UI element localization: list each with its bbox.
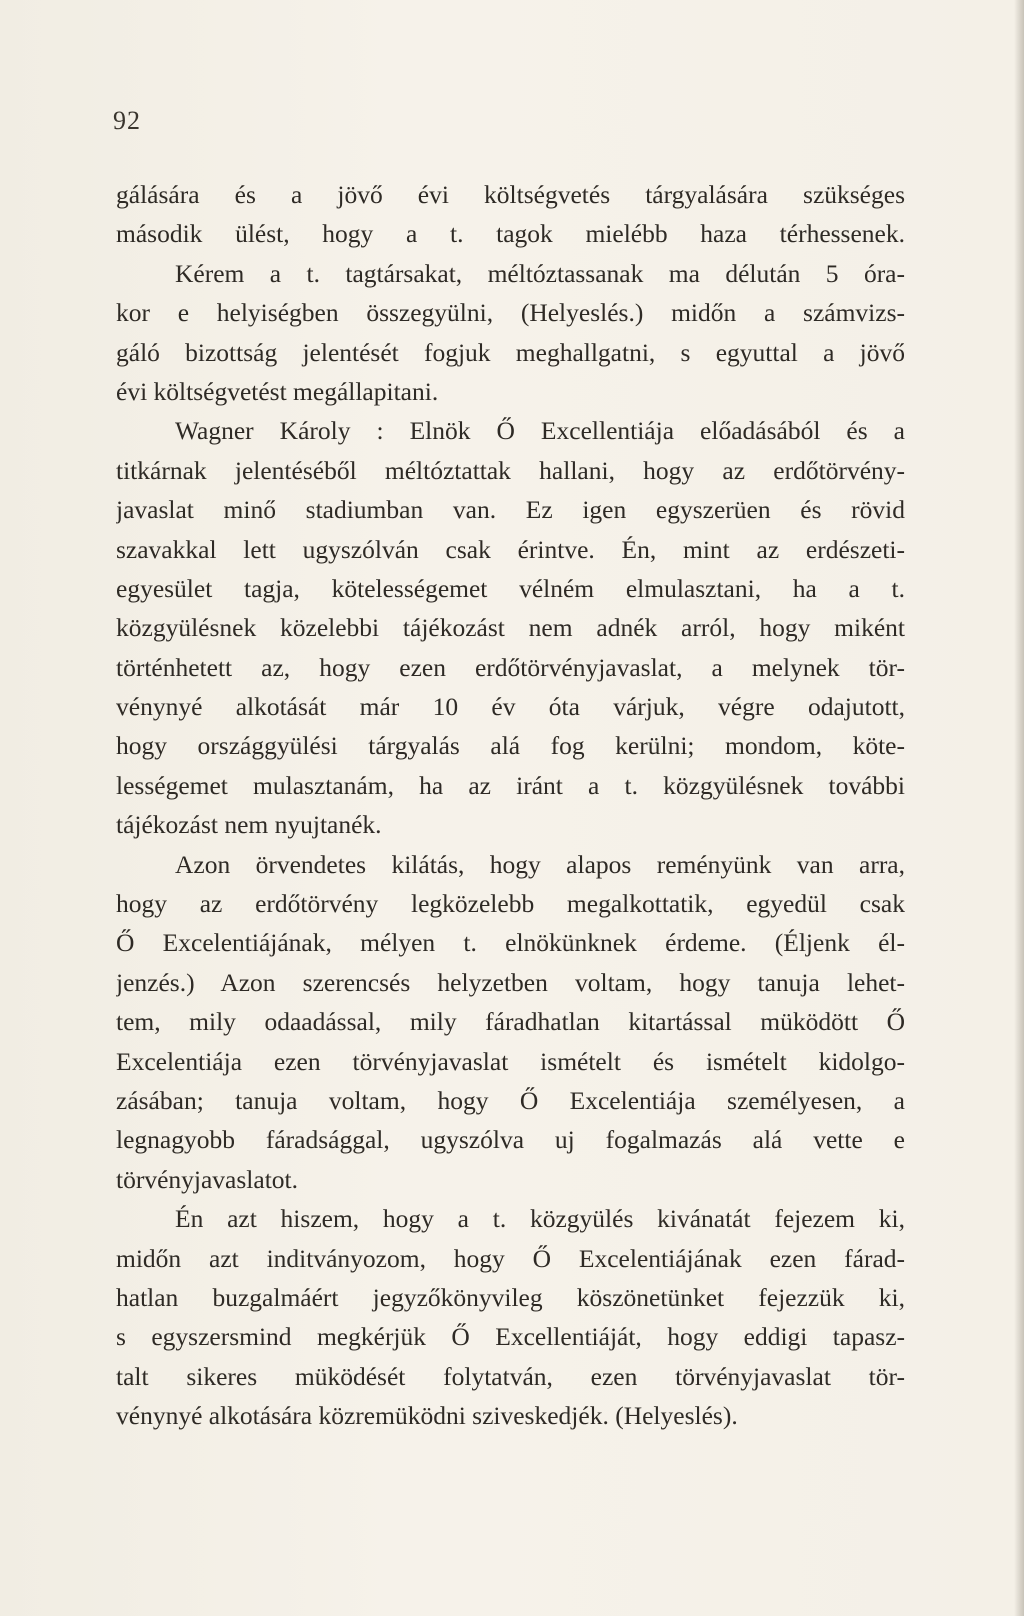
text-line: gálására és a jövő évi költségvetés tárgyalására szükséges	[116, 180, 905, 209]
text-line: s egyszersmind megkérjük Ő Excellentiáját, hogy eddigi tapasz-	[116, 1322, 905, 1352]
body-text	[116, 175, 905, 1436]
page-number: 92	[113, 106, 141, 135]
text-line: Excelentiája ezen törvényjavaslat ismételt és ismételt kidolgo-	[116, 1046, 905, 1076]
text-line: vénynyé alkotására közremüködni sziveskedjék. (Helyeslés).	[116, 1401, 738, 1431]
text-line: javaslat minő stadiumban van. Ez igen egyszerüen és rövid	[116, 495, 905, 525]
text-line: zásában; tanuja voltam, hogy Ő Excelentiája személyesen, a	[116, 1085, 905, 1115]
text-line: hatlan buzgalmáért jegyzőkönyvileg köszönetünket fejezzük ki,	[116, 1282, 905, 1312]
text-line: legnagyobb fáradsággal, ugyszólva uj fogalmazás alá vette e	[116, 1125, 905, 1155]
text-line: második ülést, hogy a t. tagok mielébb haza térhessenek.	[116, 219, 905, 249]
text-line: talt sikeres müködését folytatván, ezen törvényjavaslat tör-	[116, 1361, 905, 1391]
page-edge-shadow	[1014, 0, 1024, 1616]
text-line: titkárnak jelentéséből méltóztattak hallani, hogy az erdőtörvény-	[116, 455, 905, 485]
text-line: törvényjavaslatot.	[116, 1164, 298, 1194]
text-line: midőn azt inditványozom, hogy Ő Excelentiájának ezen fárad-	[116, 1243, 905, 1273]
text-line: hogy az erdőtörvény legközelebb megalkottatik, egyedül csak	[116, 889, 905, 919]
text-line: tem, mily odaadással, mily fáradhatlan kitartással müködött Ő	[116, 1007, 905, 1037]
text-line: évi költségvetést megállapitani.	[116, 376, 439, 406]
text-line: történhetett az, hogy ezen erdőtörvényjavaslat, a melynek tör-	[116, 652, 905, 682]
text-line: kor e helyiségben összegyülni, (Helyeslés.) midőn a számvizs-	[116, 298, 905, 328]
text-line: jenzés.) Azon szerencsés helyzetben voltam, hogy tanuja lehet-	[116, 967, 905, 997]
text-line: egyesület tagja, kötelességemet vélném elmulasztani, ha a t.	[116, 573, 905, 603]
text-line: szavakkal lett ugyszólván csak érintve. Én, mint az erdészeti-	[116, 534, 905, 564]
text-line: közgyülésnek közelebbi tájékozást nem adnék arról, hogy miként	[116, 613, 905, 643]
text-line: Én azt hiszem, hogy a t. közgyülés kivánatát fejezem ki,	[175, 1204, 905, 1234]
text-line: gáló bizottság jelentését fogjuk meghallgatni, s egyuttal a jövő	[116, 337, 905, 367]
text-line: Azon örvendetes kilátás, hogy alapos reményünk van arra,	[175, 849, 905, 879]
text-line: Kérem a t. tagtársakat, méltóztassanak ma délután 5 óra-	[175, 258, 905, 288]
text-line: tájékozást nem nyujtanék.	[116, 810, 382, 840]
text-line: vénynyé alkotását már 10 év óta várjuk, végre odajutott,	[116, 692, 905, 722]
text-line: Ő Excelentiájának, mélyen t. elnökünknek érdeme. (Éljenk él-	[116, 928, 905, 958]
text-line: Wagner Károly : Elnök Ő Excellentiája előadásából és a	[175, 416, 905, 446]
text-line: lességemet mulasztanám, ha az iránt a t. közgyülésnek további	[116, 770, 905, 800]
text-line: hogy országgyülési tárgyalás alá fog kerülni; mondom, köte-	[116, 731, 905, 761]
